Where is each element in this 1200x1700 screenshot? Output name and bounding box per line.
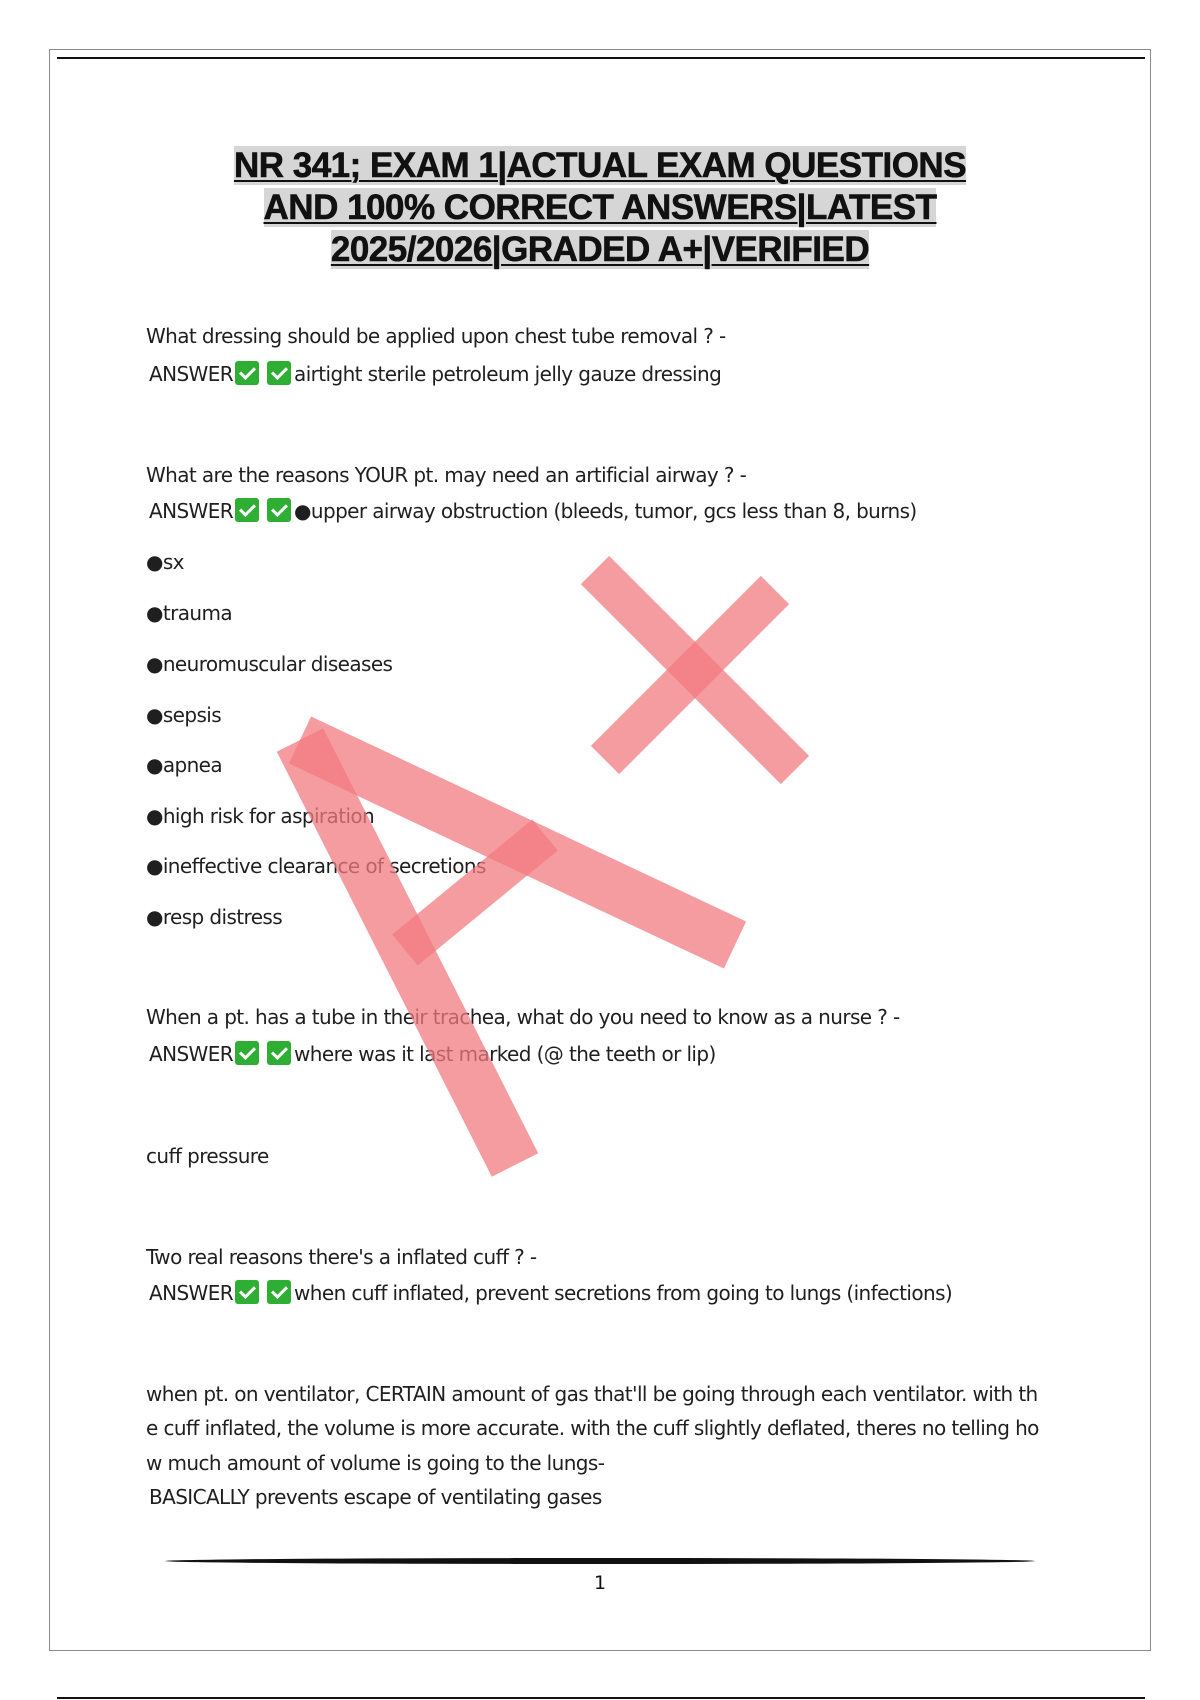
bullet-item: ●resp distress [146,905,283,929]
question-2: What are the reasons YOUR pt. may need an artificial airway ? - [146,463,747,487]
question-3: When a pt. has a tube in their trachea, what do you need to know as a nurse ? - [146,1005,900,1029]
answer-detail: w much amount of volume is going to the lungs- [146,1451,605,1475]
bullet-item: ●trauma [146,601,232,625]
page-frame [49,49,1151,1651]
bullet-item: ●neuromuscular diseases [146,652,393,676]
check-mark-icon [235,498,259,522]
answer-label: ANSWER [149,499,234,523]
bullet-item: ●sx [146,550,184,574]
answer-detail: when pt. on ventilator, CERTAIN amount of gas that'll be going through each ventilator. with th [146,1382,1038,1406]
check-mark-icon [235,1041,259,1065]
question-1: What dressing should be applied upon chest tube removal ? - [146,324,726,348]
document-title [150,145,1050,271]
answer-4 [149,1280,952,1306]
footer-rule [165,1558,1035,1564]
title-line-1: NR 341; EXAM 1|ACTUAL EXAM QUESTIONS [233,146,967,185]
check-mark-icon [267,1280,291,1304]
title-line-3: 2025/2026|GRADED A+|VERIFIED [330,230,870,269]
bullet-item: ●high risk for aspiration [146,804,375,828]
bullet-item: ●ineffective clearance of secretions [146,854,486,878]
title-line-2: AND 100% CORRECT ANSWERS|LATEST [263,188,937,227]
answer-label: ANSWER [149,1281,234,1305]
answer-text: airtight sterile petroleum jelly gauze dressing [294,362,722,386]
answer-label: ANSWER [149,362,234,386]
top-rule [57,57,1145,59]
answer-detail: BASICALLY prevents escape of ventilating gases [149,1485,602,1509]
page-number: 1 [593,1572,607,1594]
check-mark-icon [267,361,291,385]
answer-2 [149,498,917,524]
answer-text: ●upper airway obstruction (bleeds, tumor, gcs less than 8, burns) [294,499,917,523]
bullet-item: ●sepsis [146,703,222,727]
answer-1 [149,361,721,387]
check-mark-icon [267,1041,291,1065]
answer-label: ANSWER [149,1042,234,1066]
check-mark-icon [267,498,291,522]
check-mark-icon [235,361,259,385]
check-mark-icon [235,1280,259,1304]
question-4: Two real reasons there's a inflated cuff ? - [146,1245,537,1269]
answer-detail: e cuff inflated, the volume is more accurate. with the cuff slightly deflated, theres no telling ho [146,1416,1039,1440]
answer-3 [149,1041,716,1067]
answer-detail: cuff pressure [146,1144,269,1168]
bullet-item: ●apnea [146,753,223,777]
bottom-rule [57,1697,1145,1699]
answer-text: when cuff inflated, prevent secretions from going to lungs (infections) [294,1281,953,1305]
answer-text: where was it last marked (@ the teeth or lip) [294,1042,716,1066]
